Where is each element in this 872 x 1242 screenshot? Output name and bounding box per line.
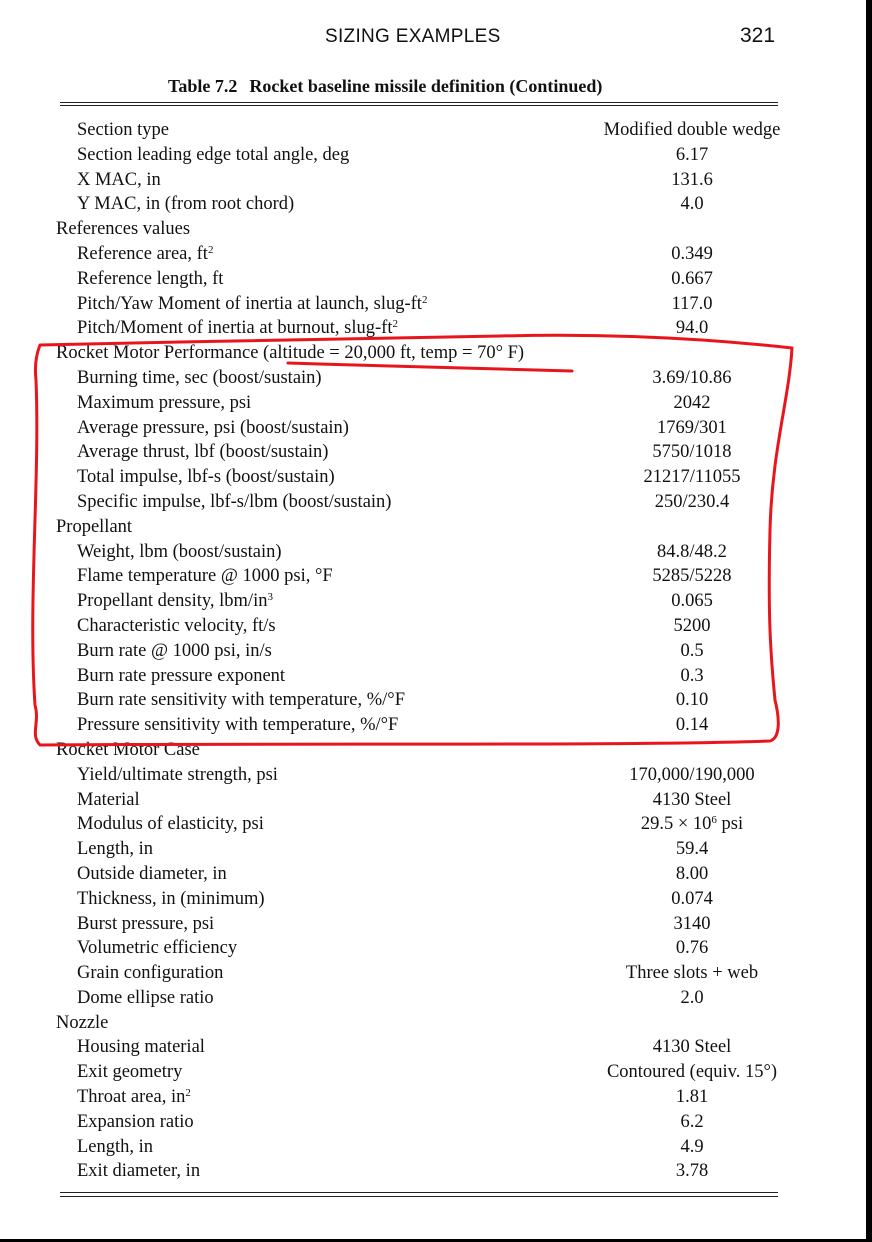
row-value: 250/230.4 (654, 491, 730, 512)
bottom-rule-lower (60, 1196, 778, 1197)
table-row (0, 416, 866, 441)
row-value: 131.6 (671, 169, 713, 190)
row-label: Exit geometry (77, 1062, 183, 1083)
unit-exponent: 2 (185, 1087, 191, 1100)
row-value: 0.065 (671, 591, 713, 612)
definition-table (0, 118, 866, 1184)
row-value: 84.8/48.2 (657, 541, 727, 562)
row-value: 3.78 (675, 1161, 709, 1182)
value-exponent: 6 (711, 814, 717, 827)
table-row (0, 1135, 866, 1160)
row-label: Burning time, sec (boost/sustain) (77, 367, 322, 388)
table-row (0, 1060, 866, 1085)
row-label: Throat area, $in^2$ (77, 1087, 191, 1108)
table-row (0, 1110, 866, 1135)
row-label: Average pressure, psi (boost/sustain) (77, 417, 349, 438)
table-row (0, 961, 866, 986)
row-value: 0.3 (680, 665, 704, 686)
row-value: 0.667 (671, 268, 713, 289)
table-row (0, 936, 866, 961)
row-value: 2.0 (680, 987, 704, 1008)
row-value: 6.17 (675, 144, 709, 165)
row-label: Yield/ultimate strength, psi (77, 764, 278, 785)
row-value: 1769/301 (657, 417, 727, 438)
unit-exponent: 2 (207, 243, 214, 256)
table-row (0, 1035, 866, 1060)
row-value: 4130 Steel (652, 1037, 732, 1058)
row-label: Flame temperature @ 1000 psi, °F (77, 566, 333, 587)
page-number: 321 (740, 24, 776, 47)
row-label: Characteristic velocity, ft/s (77, 615, 276, 636)
row-value: 3140 (673, 913, 711, 934)
row-value: Contoured (equiv. 15°) (606, 1062, 778, 1083)
table-caption (168, 76, 602, 97)
row-label: Pitch/Yaw Moment of inertia at launch, slug-$ft^2$ (77, 293, 428, 314)
row-label: Dome ellipse ratio (77, 987, 214, 1008)
section-heading-row (0, 515, 866, 540)
table-title: Rocket baseline missile definition (Continued) (249, 76, 603, 96)
row-label: Total impulse, lbf-s (boost/sustain) (77, 467, 335, 488)
table-row (0, 465, 866, 490)
table-row (0, 788, 866, 813)
table-row (0, 292, 866, 317)
table-row (0, 589, 866, 614)
row-label: Length, in (77, 1136, 154, 1157)
row-value: 5750/1018 (652, 442, 732, 463)
row-label: Propellant (56, 516, 133, 537)
row-label: Specific impulse, lbf-s/lbm (boost/sustain) (77, 491, 392, 512)
row-label: Reference area, $ft^2$ (77, 243, 214, 264)
row-value: Modified double wedge (603, 120, 781, 140)
row-value: 117.0 (671, 293, 713, 314)
top-rule-upper (60, 102, 778, 103)
row-label: Volumetric efficiency (77, 938, 238, 959)
row-label: X MAC, in (77, 169, 161, 190)
row-value: $29.5 \times 10^6$ psi (640, 814, 744, 835)
row-label: Y MAC, in (from root chord) (77, 194, 295, 215)
top-rule-lower (60, 105, 778, 106)
table-row (0, 1085, 866, 1110)
row-label: Average thrust, lbf (boost/sustain) (77, 442, 329, 463)
row-value: 21217/11055 (643, 467, 741, 488)
table-row (0, 887, 866, 912)
row-label: Housing material (77, 1037, 205, 1058)
row-label: Modulus of elasticity, psi (77, 814, 264, 835)
chapter-title: SIZING EXAMPLES (325, 26, 501, 47)
row-value: 0.074 (671, 888, 713, 909)
row-label: Propellant density, lbm/$in^3$ (77, 591, 273, 612)
row-value: 6.2 (680, 1111, 704, 1132)
row-value: 0.5 (680, 640, 704, 661)
table-row (0, 664, 866, 689)
table-row (0, 391, 866, 416)
row-label: Material (77, 789, 140, 810)
table-row (0, 1159, 866, 1184)
table-row (0, 986, 866, 1011)
row-value: 94.0 (675, 318, 709, 339)
row-value: 5200 (673, 615, 711, 636)
row-label: Weight, lbm (boost/sustain) (77, 541, 282, 562)
page-header (0, 22, 866, 52)
table-row (0, 564, 866, 589)
row-value: 5285/5228 (652, 566, 732, 587)
table-row (0, 837, 866, 862)
table-row (0, 490, 866, 515)
row-label: Section leading edge total angle, deg (77, 144, 350, 165)
row-label: Outside diameter, in (77, 863, 227, 884)
table-row (0, 862, 866, 887)
table-row (0, 366, 866, 391)
row-label: References values (56, 219, 191, 240)
table-row (0, 912, 866, 937)
row-value: 4.9 (680, 1136, 704, 1157)
table-row (0, 812, 866, 837)
table-label: Table 7.2 (168, 76, 238, 96)
row-label: Rocket Motor Case (56, 739, 200, 760)
row-label: Nozzle (56, 1012, 109, 1033)
bottom-rule-upper (60, 1192, 778, 1193)
row-value: 170,000/190,000 (629, 764, 755, 785)
row-value: 1.81 (675, 1087, 709, 1108)
row-label: Expansion ratio (77, 1111, 194, 1132)
row-value: 0.76 (675, 938, 709, 959)
table-row (0, 713, 866, 738)
row-value: 3.69/10.86 (652, 367, 732, 388)
table-row (0, 168, 866, 193)
row-value: Three slots + web (625, 963, 759, 984)
section-heading-row (0, 341, 866, 366)
row-label: Thickness, in (minimum) (77, 888, 265, 909)
row-label: Length, in (77, 839, 154, 860)
table-row (0, 763, 866, 788)
row-value: 0.10 (675, 690, 709, 711)
table-row (0, 639, 866, 664)
row-label: Exit diameter, in (77, 1161, 201, 1182)
row-value: 0.349 (671, 243, 713, 264)
section-heading-row (0, 217, 866, 242)
row-label: Pitch/Moment of inertia at burnout, slug-$ft^2$ (77, 318, 398, 339)
row-value: 4.0 (680, 194, 704, 215)
table-row (0, 192, 866, 217)
row-label: Rocket Motor Performance (altitude = 20,000 ft, temp = 70° F) (56, 343, 525, 364)
row-value: 0.14 (675, 715, 709, 736)
table-row (0, 267, 866, 292)
table-row (0, 143, 866, 168)
row-label: Burst pressure, psi (77, 913, 215, 934)
table-row (0, 688, 866, 713)
row-label: Pressure sensitivity with temperature, %/°F (77, 715, 399, 736)
table-row (0, 316, 866, 341)
value-unit: psi (716, 814, 744, 835)
row-value: 8.00 (675, 863, 709, 884)
unit-exponent: 2 (392, 318, 398, 331)
row-value: 4130 Steel (652, 789, 732, 810)
row-label: Section type (77, 120, 169, 140)
row-label: Grain configuration (77, 963, 224, 984)
row-label: Burn rate @ 1000 psi, in/s (77, 640, 272, 661)
table-row (0, 118, 866, 143)
row-label: Burn rate pressure exponent (77, 665, 286, 686)
row-value: 2042 (673, 392, 711, 413)
table-row (0, 440, 866, 465)
table-row (0, 540, 866, 565)
row-label: Reference length, ft (77, 268, 224, 289)
table-row (0, 614, 866, 639)
row-label: Burn rate sensitivity with temperature, %/°F (77, 690, 405, 711)
section-heading-row (0, 1011, 866, 1036)
unit-exponent: 3 (267, 591, 273, 604)
row-label: Maximum pressure, psi (77, 392, 252, 413)
row-value: 59.4 (675, 839, 709, 860)
unit-exponent: 2 (421, 293, 428, 306)
table-row (0, 242, 866, 267)
section-heading-row (0, 738, 866, 763)
